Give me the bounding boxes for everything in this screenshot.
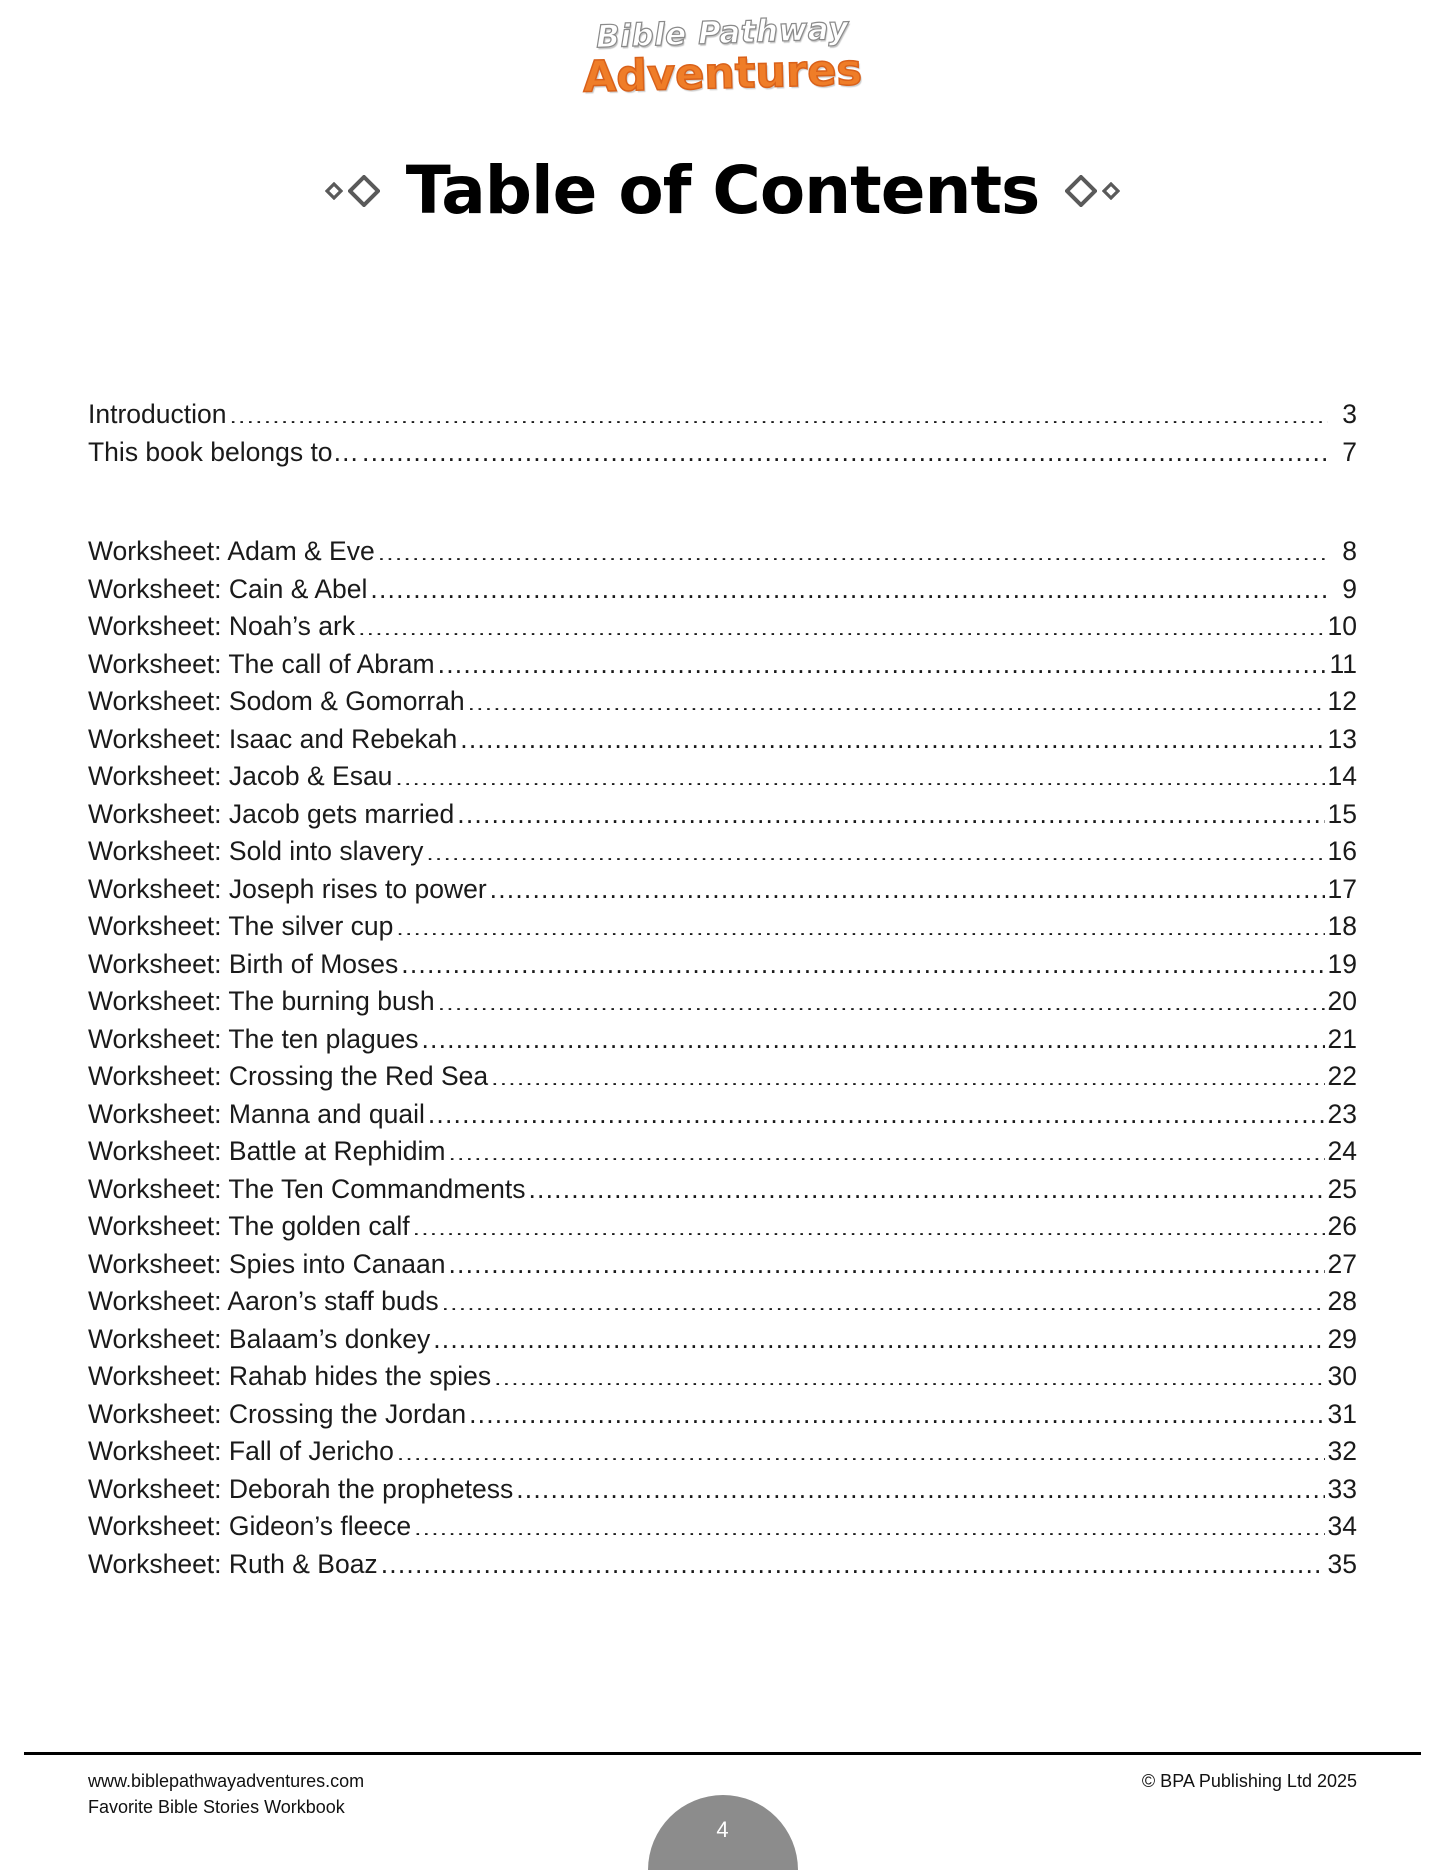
toc-entry-leader <box>460 721 1324 748</box>
toc-entry-leader <box>362 434 1328 461</box>
toc-entry[interactable] <box>88 1321 1357 1359</box>
toc-entry-label: Worksheet: Spies into Canaan <box>88 1248 446 1279</box>
toc-entry-leader <box>426 834 1324 861</box>
toc-worksheets-group <box>88 533 1357 1583</box>
toc-entry-label: Worksheet: Adam & Eve <box>88 536 375 566</box>
brand-logo-line-1: Bible Pathway <box>595 10 850 56</box>
toc-entry-leader <box>229 397 1328 424</box>
toc-entry-leader <box>442 1284 1325 1311</box>
toc-entry-page-number: 31 <box>1327 1398 1357 1429</box>
toc-entry-leader <box>381 1546 1325 1573</box>
toc-entry-label: Worksheet: Jacob & Esau <box>88 761 393 791</box>
toc-entry-label: Worksheet: Fall of Jericho <box>88 1436 394 1466</box>
toc-entry-page-number: 21 <box>1327 1023 1357 1054</box>
footer-divider <box>24 1752 1421 1755</box>
toc-entry-label: Worksheet: Ruth & Boaz <box>88 1548 378 1579</box>
toc-entry-label: Worksheet: Gideon’s fleece <box>88 1511 412 1541</box>
toc-entry-leader <box>433 1321 1324 1348</box>
page-number: 4 <box>716 1817 729 1842</box>
toc-entry-leader <box>421 1021 1324 1048</box>
toc-entry[interactable] <box>88 796 1357 834</box>
toc-entry-label: Worksheet: The golden calf <box>88 1211 410 1241</box>
diamond-ornament-left-icon <box>325 175 380 207</box>
toc-entry-page-number: 32 <box>1327 1436 1357 1466</box>
toc-entry[interactable] <box>88 1433 1357 1471</box>
toc-entry-label: Worksheet: Balaam’s donkey <box>88 1323 431 1354</box>
toc-entry-leader <box>438 984 1325 1011</box>
toc-entry-leader <box>494 1359 1324 1386</box>
toc-entry-page-number: 22 <box>1327 1061 1357 1091</box>
toc-entry[interactable] <box>88 721 1357 759</box>
toc-entry-page-number: 34 <box>1327 1511 1357 1541</box>
toc-entry[interactable] <box>88 833 1357 871</box>
toc-entry-page-number: 13 <box>1327 723 1357 754</box>
toc-entry-page-number: 15 <box>1327 798 1357 829</box>
toc-entry[interactable] <box>88 1471 1357 1509</box>
toc-entry-page-number: 30 <box>1327 1361 1357 1391</box>
toc-entry-leader <box>395 759 1324 786</box>
toc-entry-page-number: 10 <box>1327 611 1357 641</box>
toc-entry-leader <box>516 1471 1324 1498</box>
toc-entry-label: Worksheet: Birth of Moses <box>88 948 399 979</box>
toc-entry-leader <box>491 1059 1324 1086</box>
toc-entry[interactable] <box>88 908 1357 946</box>
footer-copyright: © BPA Publishing Ltd 2025 <box>1141 1771 1357 1791</box>
toc-entry-leader <box>401 946 1324 973</box>
toc-entry[interactable] <box>88 1096 1357 1134</box>
toc-entry-label: Worksheet: Manna and quail <box>88 1098 425 1129</box>
toc-entry-label: Worksheet: Jacob gets married <box>88 798 455 829</box>
toc-entry-label: Worksheet: Sodom & Gomorrah <box>88 686 465 716</box>
toc-entry[interactable] <box>88 571 1357 609</box>
toc-entry[interactable] <box>88 1283 1357 1321</box>
toc-entry-label: Worksheet: The call of Abram <box>88 648 435 679</box>
diamond-ornament-right-icon <box>1065 175 1120 207</box>
brand-logo <box>0 10 1445 103</box>
toc-entry-label: Worksheet: Cain & Abel <box>88 573 368 604</box>
toc-entry-leader <box>370 571 1328 598</box>
page-title-row <box>0 152 1445 229</box>
toc-entry-page-number: 7 <box>1342 436 1357 467</box>
toc-entry-leader <box>448 1134 1324 1161</box>
page-title: Table of Contents <box>405 152 1040 229</box>
toc-entry-page-number: 24 <box>1327 1136 1357 1166</box>
toc-entry-leader <box>378 534 1328 561</box>
footer-book-title: Favorite Bible Stories Workbook <box>88 1797 345 1817</box>
toc-entry-page-number: 17 <box>1327 873 1357 904</box>
toc-entry-page-number: 25 <box>1327 1173 1357 1204</box>
toc-entry-page-number: 3 <box>1342 399 1357 429</box>
toc-entry-label: Worksheet: Isaac and Rebekah <box>88 723 458 754</box>
brand-logo-line-2: Adventures <box>582 45 863 103</box>
toc-entry-page-number: 12 <box>1327 686 1357 716</box>
toc-entry-label: Worksheet: The burning bush <box>88 986 435 1016</box>
toc-entry-page-number: 11 <box>1329 648 1357 679</box>
toc-entry-leader <box>413 1209 1325 1236</box>
toc-entry-leader <box>396 909 1324 936</box>
toc-entry-page-number: 20 <box>1327 986 1357 1016</box>
toc-entry-page-number: 8 <box>1342 536 1357 566</box>
footer-left <box>88 1768 364 1820</box>
toc-entry-leader <box>448 1246 1324 1273</box>
toc-entry[interactable] <box>88 608 1357 646</box>
toc-entry-leader <box>528 1171 1324 1198</box>
toc-entry-label: Worksheet: Noah’s ark <box>88 611 356 641</box>
toc-entry[interactable] <box>88 533 1357 571</box>
table-of-contents <box>88 396 1357 1583</box>
toc-entry-leader <box>428 1096 1325 1123</box>
toc-entry-label: Worksheet: Aaron’s staff buds <box>88 1286 439 1316</box>
toc-section-spacer <box>88 471 1357 533</box>
toc-entry-page-number: 27 <box>1327 1248 1357 1279</box>
toc-entry[interactable] <box>88 1208 1357 1246</box>
toc-entry-label: Worksheet: Battle at Rephidim <box>88 1136 446 1166</box>
toc-entry-page-number: 28 <box>1327 1286 1357 1316</box>
toc-entry-leader <box>414 1509 1324 1536</box>
toc-entry-label: Worksheet: Crossing the Red Sea <box>88 1061 489 1091</box>
toc-entry-leader <box>469 1396 1324 1423</box>
toc-entry-page-number: 9 <box>1342 573 1357 604</box>
toc-entry[interactable] <box>88 434 1357 472</box>
toc-entry-label: Introduction <box>88 399 227 429</box>
toc-entry-leader <box>490 871 1325 898</box>
toc-entry[interactable] <box>88 1133 1357 1171</box>
toc-entry-label: Worksheet: Crossing the Jordan <box>88 1398 467 1429</box>
toc-entry-page-number: 26 <box>1327 1211 1357 1241</box>
toc-entry[interactable] <box>88 983 1357 1021</box>
toc-entry[interactable] <box>88 1396 1357 1434</box>
toc-entry-label: Worksheet: The Ten Commandments <box>88 1173 526 1204</box>
toc-entry-page-number: 14 <box>1327 761 1357 791</box>
toc-entry-leader <box>397 1434 1325 1461</box>
toc-entry[interactable] <box>88 1358 1357 1396</box>
toc-entry-label: Worksheet: The silver cup <box>88 911 394 941</box>
toc-entry[interactable] <box>88 396 1357 434</box>
toc-entry-leader <box>457 796 1324 823</box>
toc-entry[interactable] <box>88 683 1357 721</box>
toc-entry-label: Worksheet: Rahab hides the spies <box>88 1361 492 1391</box>
footer-website[interactable]: www.biblepathwayadventures.com <box>88 1771 365 1791</box>
toc-entry-page-number: 23 <box>1327 1098 1357 1129</box>
toc-entry[interactable] <box>88 1546 1357 1584</box>
toc-entry-label: Worksheet: Joseph rises to power <box>88 873 487 904</box>
toc-entry-label: This book belongs to… <box>88 436 360 467</box>
toc-entry-page-number: 18 <box>1327 911 1357 941</box>
toc-entry[interactable] <box>88 758 1357 796</box>
toc-entry-leader <box>438 646 1327 673</box>
toc-entry-page-number: 35 <box>1327 1548 1357 1579</box>
toc-entry[interactable] <box>88 1246 1357 1284</box>
toc-entry[interactable] <box>88 1171 1357 1209</box>
toc-entry-page-number: 16 <box>1327 836 1357 866</box>
toc-entry[interactable] <box>88 646 1357 684</box>
toc-entry-leader <box>358 609 1324 636</box>
toc-entry[interactable] <box>88 1508 1357 1546</box>
toc-entry-page-number: 33 <box>1327 1473 1357 1504</box>
toc-entry-page-number: 19 <box>1327 948 1357 979</box>
toc-entry[interactable] <box>88 946 1357 984</box>
toc-front-matter-group <box>88 396 1357 471</box>
toc-entry-label: Worksheet: Deborah the prophetess <box>88 1473 514 1504</box>
toc-entry[interactable] <box>88 1058 1357 1096</box>
toc-entry-label: Worksheet: Sold into slavery <box>88 836 424 866</box>
toc-entry[interactable] <box>88 1021 1357 1059</box>
toc-entry-page-number: 29 <box>1327 1323 1357 1354</box>
toc-entry[interactable] <box>88 871 1357 909</box>
toc-entry-label: Worksheet: The ten plagues <box>88 1023 419 1054</box>
toc-entry-leader <box>468 684 1325 711</box>
